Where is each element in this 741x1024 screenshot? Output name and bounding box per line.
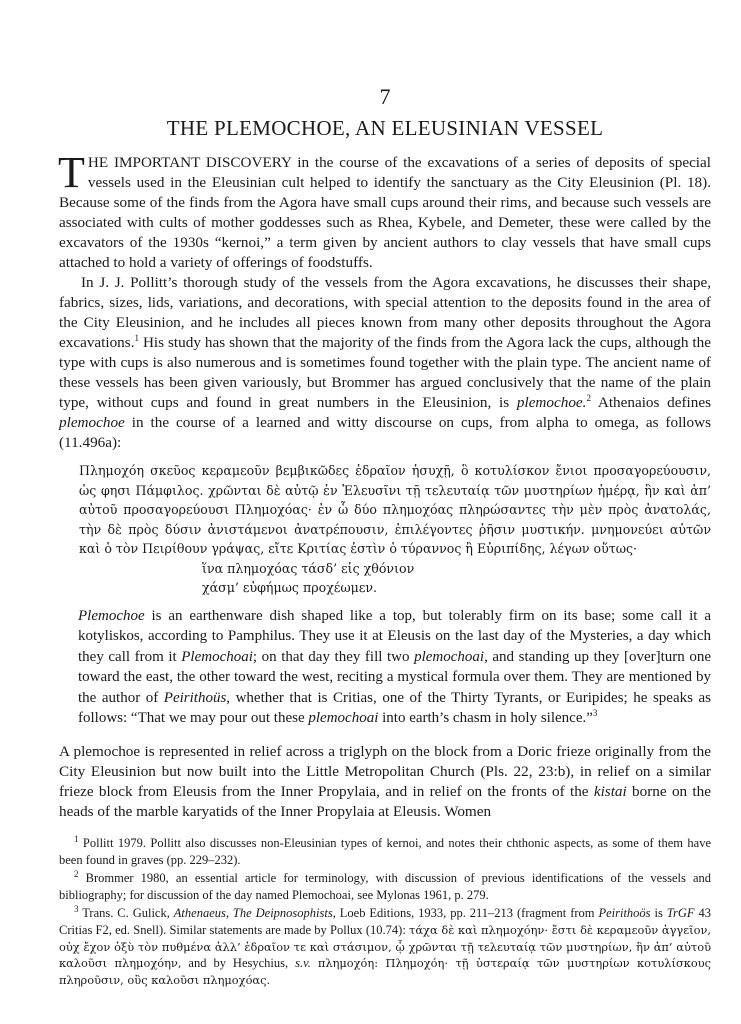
abbrev-sv: s.v. <box>295 956 311 971</box>
term-plemochoai-3: plemochoai <box>308 710 379 727</box>
footnote-3-text-d: 43 Critias F2, ed. Snell). Similar statements are made by Pollux (10.74): <box>59 906 712 938</box>
term-plemochoe-3: Plemochoe <box>78 607 145 624</box>
translation-text-b: ; on that day they fill two <box>252 648 415 665</box>
book-page <box>59 84 711 988</box>
footnote-1-number: 1 <box>74 833 79 844</box>
chapter-title: THE PLEMOCHOE, AN ELEUSINIAN VESSEL <box>166 116 604 140</box>
paragraph-relief-text-b: borne on the heads of the marble karyatids of the Inner Propylaia at Eleusis. Women <box>59 783 711 821</box>
paragraph-pollitt-text-b: His study has shown that the majority of the finds from the Agora lack the cups, although the type with cups is also numerous and is sometimes found together with the plain type. The ancient name of these vessels has been given variously, but Brommer has argued conclusively that the name of the plain type, without cups and found in great numbers in the Eleusinion, is <box>59 334 711 411</box>
footnote-2-text: Brommer 1980, an essential article for terminology, with discussion of previous identifications of the vessels and bibliography; for discussion of the day named Plemochoai, see Mylonas 1961, p. 279. <box>59 871 711 902</box>
footnote-3-text-e: and by Hesychius, <box>181 956 296 971</box>
paragraph-relief-text-a: A plemochoe is represented in relief across a triglyph on the block from a Doric frieze originally from the City Eleusinion but now built into the Little Metropolitan Church (Pls. 22, 23:b), in relief on a similar frieze block from Eleusis from the Inner Propylaia, and in relief on the fronts of the <box>59 743 711 801</box>
footnote-3-text-c: is <box>650 906 667 921</box>
translation-text-d: , whether that is Critias, one of the Thirty Tyrants, or Euripides; he speaks as follows: “That we may pour out these <box>78 689 711 727</box>
greek-quotation: Πλημοχόη σκεῦος κεραμεοῦν βεμβικῶδες ἑδραῖον ἡσυχῇ, ὃ κοτυλίσκον ἔνιοι προσαγορεύουσιν, ὡς φησι Πάμφιλος. χρῶνται δὲ αὐτῷ ἐν Ἐλευσῖνι τῇ τελευταίᾳ τῶν μυστηρίων ἡμέρᾳ, ἣν καὶ ἀπ’ αὐτοῦ προσαγορεύουσι Πλημοχόας· ἐν ὧ δύο πλημοχόας πληρώσαντες τὴν μὲν πρὸς ἀνατολάς, τὴν δὲ πρὸς δύσιν ἀνιστάμενοι ἀνατρέπουσιν, ἐπιλέγοντες ῥῆσιν μυστικήν. μνημονεύει αὐτῶν καὶ ὁ τὸν Πειρίθουν γράψας, εἴτε Κριτίας ἐστὶν ὁ τύραννος ἢ Εὐριπίδης, λέγων οὕτως· <box>79 463 711 556</box>
footnote-ref-2: 2 <box>586 392 591 403</box>
footnote-ref-1: 1 <box>134 332 139 343</box>
footnote-1 <box>59 835 711 868</box>
footnotes <box>59 835 711 988</box>
term-plemochoai: Plemochoai <box>181 648 253 665</box>
drop-cap: T <box>58 148 85 197</box>
paragraph-pollitt-text-d: in the course of a learned and witty discourse on cups, from alpha to omega, as follows (11.496a): <box>59 414 711 451</box>
term-kistai: kistai <box>593 783 627 801</box>
footnote-3-text-b: , Loeb Editions, 1933, pp. 211–213 (fragment from <box>332 906 599 921</box>
term-plemochoe-2: plemochoe <box>59 414 125 431</box>
footnote-1-text: Pollitt 1979. Pollitt also discusses non-Eleusinian types of kernoi, and notes their chthonic aspects, as some of them have been found in graves (pp. 229–232). <box>59 836 711 867</box>
translation-text-e: into earth’s chasm in holy silence.” <box>378 710 593 727</box>
translation-text-a: is an earthenware dish shaped like a top, but tolerably firm on its base; some call it a kotyliskos, according to Pamphilus. They use it at Eleusis on the last day of the Mysteries, a day which they call from it <box>78 607 711 665</box>
title-peirithous: Peirithoüs <box>163 689 227 706</box>
footnote-3-number: 3 <box>74 904 79 915</box>
title-peirithoos: Peirithoös <box>598 906 651 921</box>
chapter-number: 7 <box>379 84 391 109</box>
title-trgf: TrGF <box>666 906 695 921</box>
paragraph-pollitt-text-c: Athenaios defines <box>590 394 711 411</box>
footnote-3-greek-pollux: τάχα δὲ καὶ πλημοχόην· ἔστι δὲ κεραμεοῦν ἀγγεῖον, οὐχ ἔχον ὀξὺ τὸν πυθμένα ἀλλ’ ἑδραῖον τε καὶ στάσιμον, ᾧ χρῶνται τῇ τελευταίᾳ τῶν μυστηρίων, ἣν ἀπ’ αὐτοῦ καλοῦσι πλημοχόην, <box>59 923 711 971</box>
title-athenaeus: Athenaeus, The Deipnosophists <box>173 906 333 921</box>
paragraph-intro-text: HE IMPORTANT DISCOVERY in the course of the excavations of a series of deposits of special vessels used in the Eleusinian cult helped to identify the sanctuary as the City Eleusinion (Pl. 18). Because some of the finds from the Agora have small cups around their rims, and because such vessels are associated with cults of mother goddesses such as Rhea, Kybele, and Demeter, these were called by the excavators of the 1930s “kernoi,” a term given by ancient authors to clay vessels that have small cups attached to hold a variety of offerings of foodstuffs. <box>59 154 711 271</box>
term-plemochoai-2: plemochoai <box>414 648 485 665</box>
footnote-3 <box>59 905 711 988</box>
footnote-3-greek-hesychius: πλημοχόη: Πλημοχόη· τῇ ὑστεραίᾳ τῶν μυστηρίων κοτυλίσκους πληροῦσιν, οὓς καλοῦσι πλημοχόας. <box>59 956 711 987</box>
paragraph-pollitt <box>59 273 711 453</box>
greek-verse-line-2: χάσμ’ εὐφήμως προχέωμεν. <box>202 580 378 595</box>
footnote-3-text-f <box>311 956 318 970</box>
footnote-ref-3: 3 <box>592 708 598 719</box>
term-plemochoe: plemochoe. <box>516 394 587 411</box>
paragraph-intro <box>58 148 711 273</box>
footnote-2 <box>59 870 711 903</box>
translation-text-c: , and standing up they [over]turn one toward the east, the other toward the west, reciting a mystical formula over them. They are mentioned by the author of <box>78 648 712 706</box>
footnote-2-number: 2 <box>74 869 79 880</box>
footnote-3-text-a: Trans. C. Gulick, <box>78 906 174 921</box>
greek-verse-line-1: ἵνα πλημοχόας τάσδ’ εἰς χθόνιον <box>202 560 415 576</box>
paragraph-relief <box>59 742 711 822</box>
paragraph-pollitt-text-a: In J. J. Pollitt’s thorough study of the vessels from the Agora excavations, he discusses their shape, fabrics, sizes, lids, variations, and decorations, with special attention to the deposits found in the area of the City Eleusinion, and he includes all pieces known from many other deposits throughout the Agora excavations. <box>59 274 711 351</box>
translation-block <box>78 606 711 730</box>
